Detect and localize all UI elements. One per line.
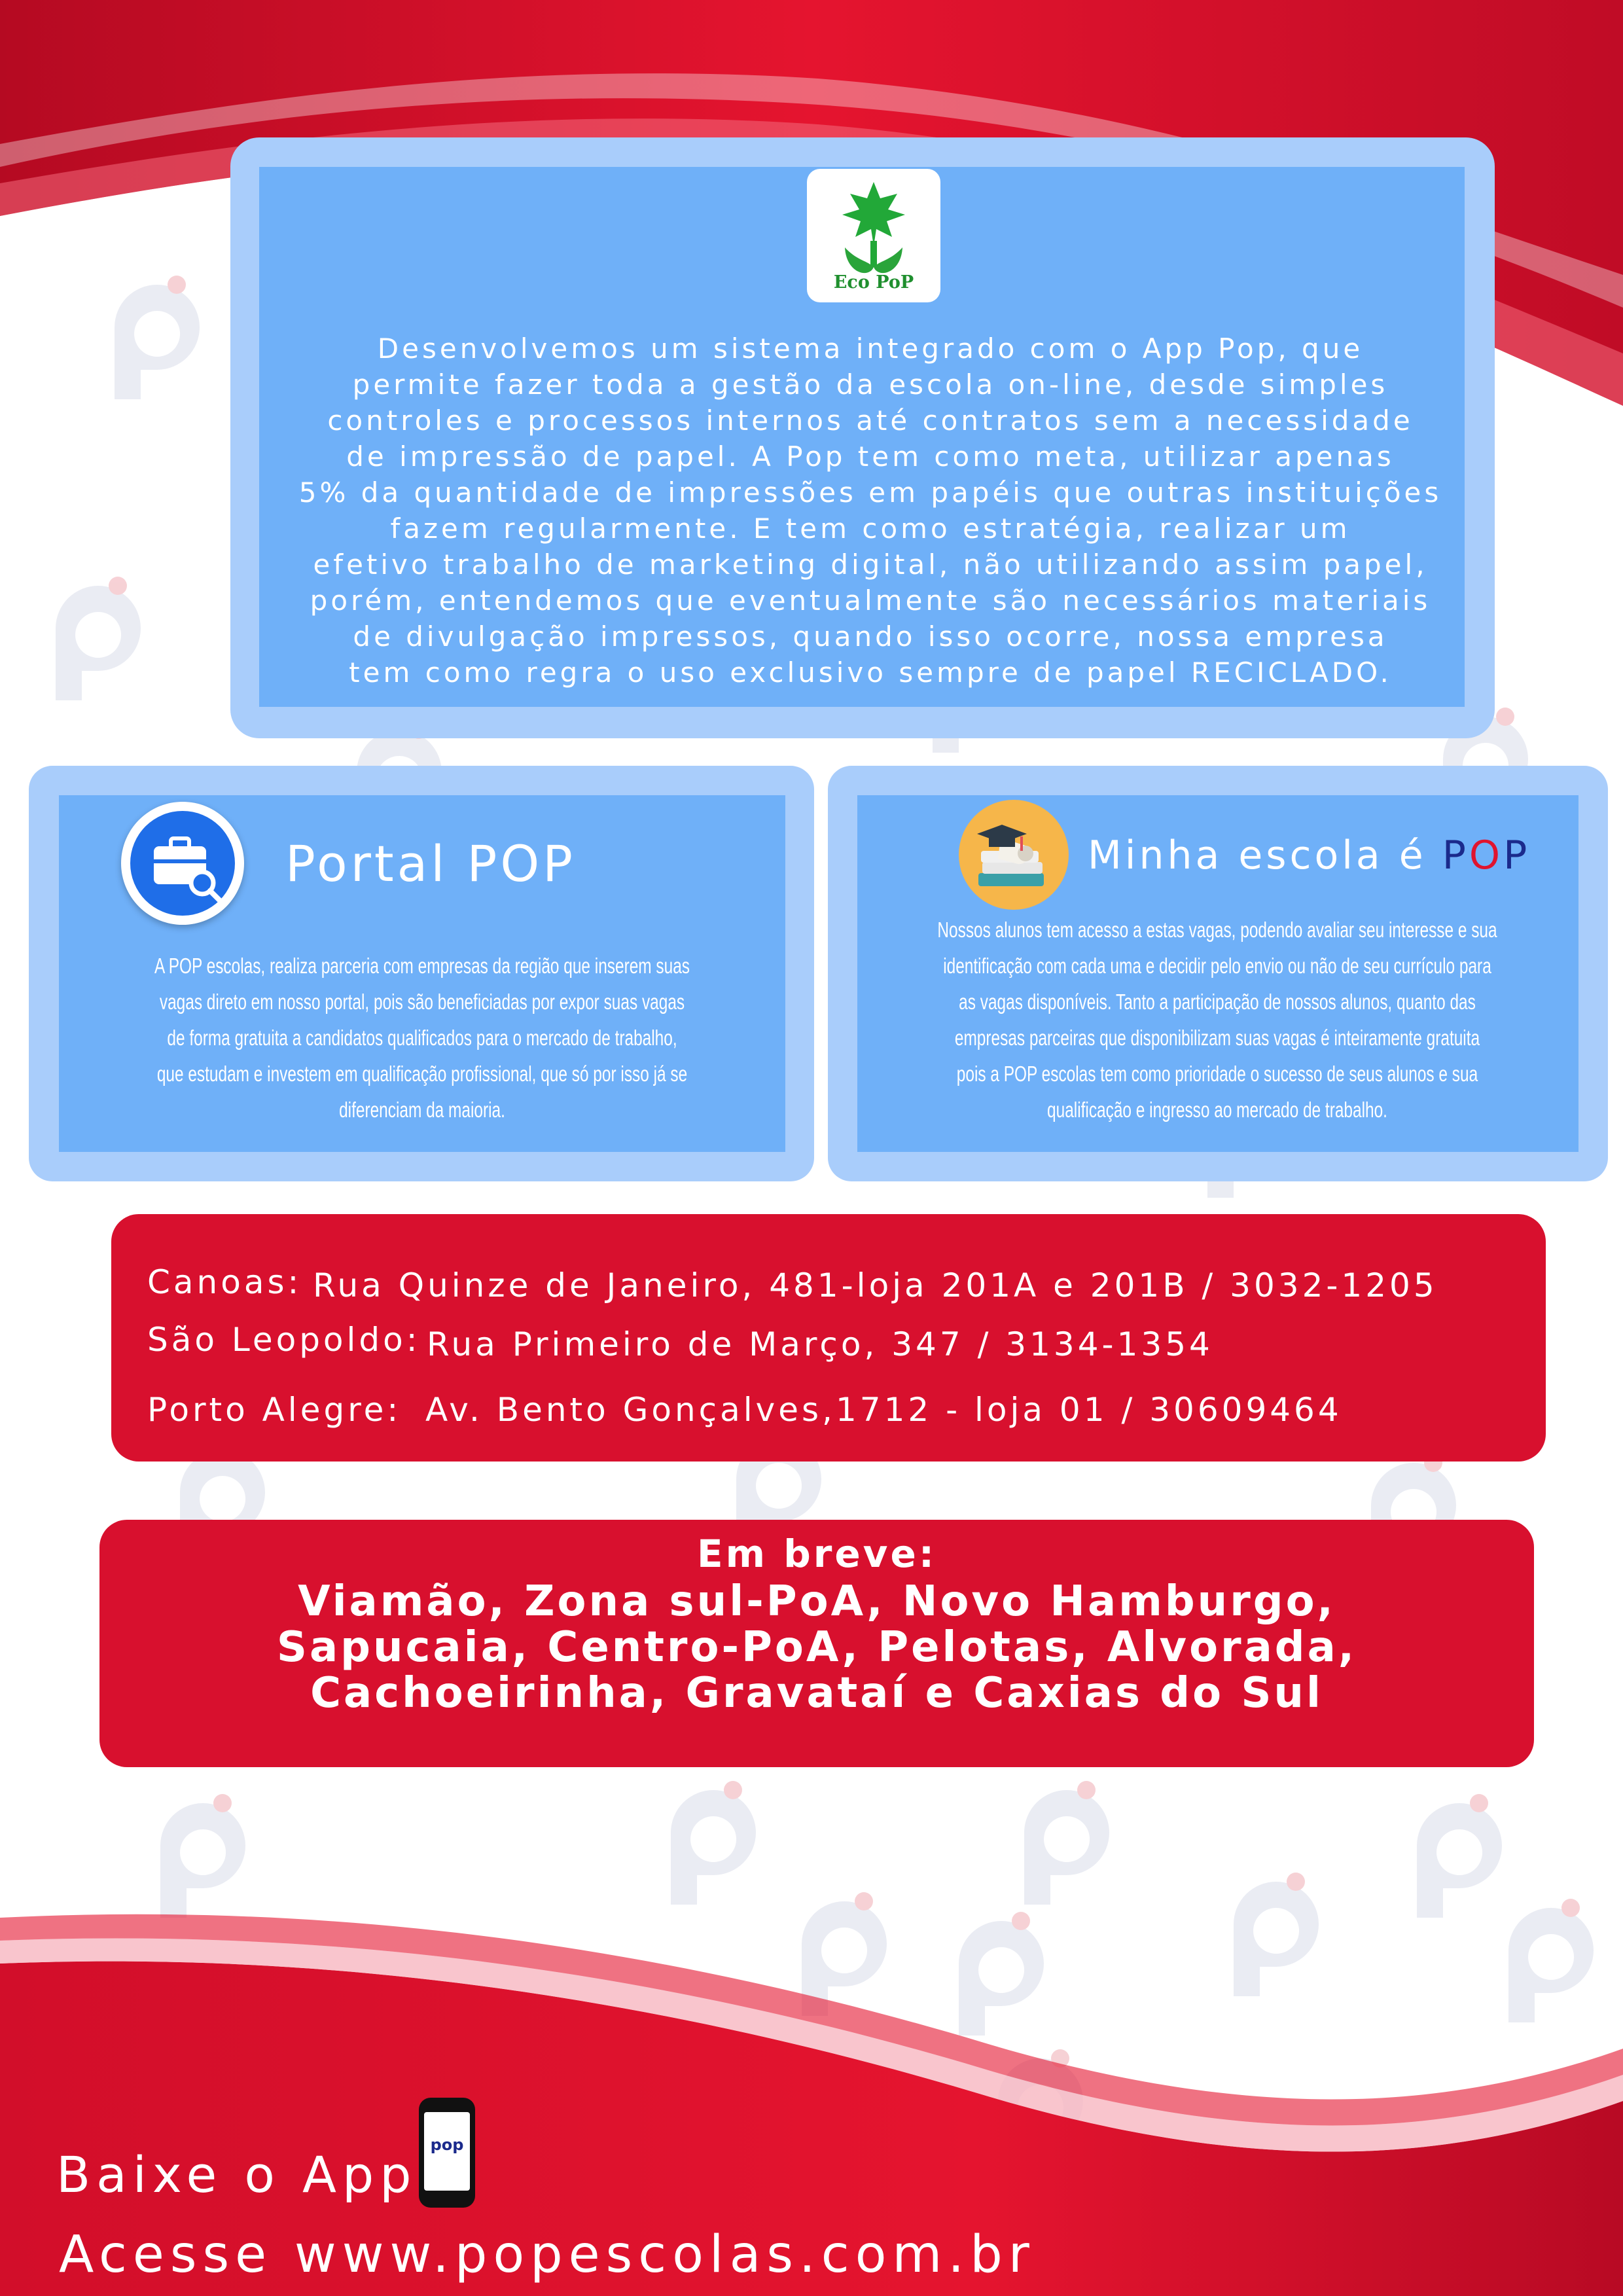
coming-soon-line-3: Cachoeirinha, Gravataí e Caxias do Sul bbox=[310, 1669, 1323, 1717]
phone-pop-logo: pop bbox=[430, 2136, 464, 2154]
download-app-label: Baixe o App bbox=[56, 2145, 418, 2204]
phone-app-link[interactable] bbox=[419, 2098, 475, 2208]
graduation-books-icon bbox=[959, 800, 1069, 910]
smartphone-icon bbox=[424, 2112, 470, 2191]
coming-soon-line-1: Viamão, Zona sul-PoA, Novo Hamburgo, bbox=[298, 1577, 1336, 1626]
address-city-canoas: Canoas: bbox=[147, 1263, 302, 1301]
minha-escola-description: Nossos alunos tem acesso a estas vagas, podendo avaliar seu interesse e sua identificação com cada uma e decidir pelo envio ou não de seu currículo para as vagas disponíveis. Tanto a participação de nossos alunos, quanto das empresas parceiras que disponibilizam suas vagas é inteiramente gratuita pois a POP escolas tem como prioridade o sucesso de seus alunos e sua qualificação e ingresso ao mercado de trabalho. bbox=[937, 918, 1497, 1122]
eco-pop-logo bbox=[807, 169, 940, 302]
address-city-porto-alegre: Porto Alegre: bbox=[147, 1391, 402, 1429]
address-city-sao-leopoldo: São Leopoldo: bbox=[147, 1321, 421, 1359]
minha-escola-title bbox=[1088, 833, 1530, 878]
portal-pop-description: A POP escolas, realiza parceria com empresas da região que inserem suas vagas direto em nosso portal, pois são beneficiadas por expor suas vagas de forma gratuita a candidatos qualificados para o mercado de trabalho, que estudam e investem em qualificação profissional, que só por isso já se diferenciam da maioria. bbox=[154, 954, 690, 1122]
briefcase-search-icon bbox=[121, 802, 244, 925]
coming-soon-heading: Em breve: bbox=[696, 1532, 937, 1576]
pop-letter-o: O bbox=[1469, 833, 1504, 878]
eco-pop-logo-text: Eco PoP bbox=[833, 272, 914, 293]
coming-soon-line-2: Sapucaia, Centro-PoA, Pelotas, Alvorada, bbox=[276, 1623, 1357, 1672]
portal-pop-title: Portal POP bbox=[285, 834, 576, 893]
address-sao-leopoldo: Rua Primeiro de Março, 347 / 3134-1354 bbox=[427, 1325, 1213, 1363]
eco-description: Desenvolvemos um sistema integrado com o App Pop, que permite fazer toda a gestão da escola on-line, desde simples controles e processos internos até contratos sem a necessidade de impressão de papel. A Pop tem como meta, utilizar apenas 5% da quantidade de impressões em papéis que outras instituições fazem regularmente. E tem como estratégia, realizar um efetivo trabalho de marketing digital, não utilizando assim papel, porém, entendemos que eventualmente são necessários materiais de divulgação impressos, quando isso ocorre, nossa empresa tem como regra o uso exclusivo sempre de papel RECICLADO. bbox=[298, 332, 1442, 689]
portal-icon-badge bbox=[121, 802, 244, 925]
website-link[interactable]: Acesse www.popescolas.com.br bbox=[59, 2225, 1035, 2284]
address-porto-alegre: Av. Bento Gonçalves,1712 - loja 01 / 30609464 bbox=[425, 1391, 1342, 1429]
address-canoas: Rua Quinze de Janeiro, 481-loja 201A e 201B / 3032-1205 bbox=[313, 1266, 1438, 1304]
pop-letter-p2: P bbox=[1503, 833, 1531, 878]
minha-escola-icon-badge bbox=[959, 800, 1069, 910]
minha-escola-title-prefix: Minha escola é bbox=[1088, 833, 1442, 878]
pop-letter-p1: P bbox=[1442, 833, 1469, 878]
